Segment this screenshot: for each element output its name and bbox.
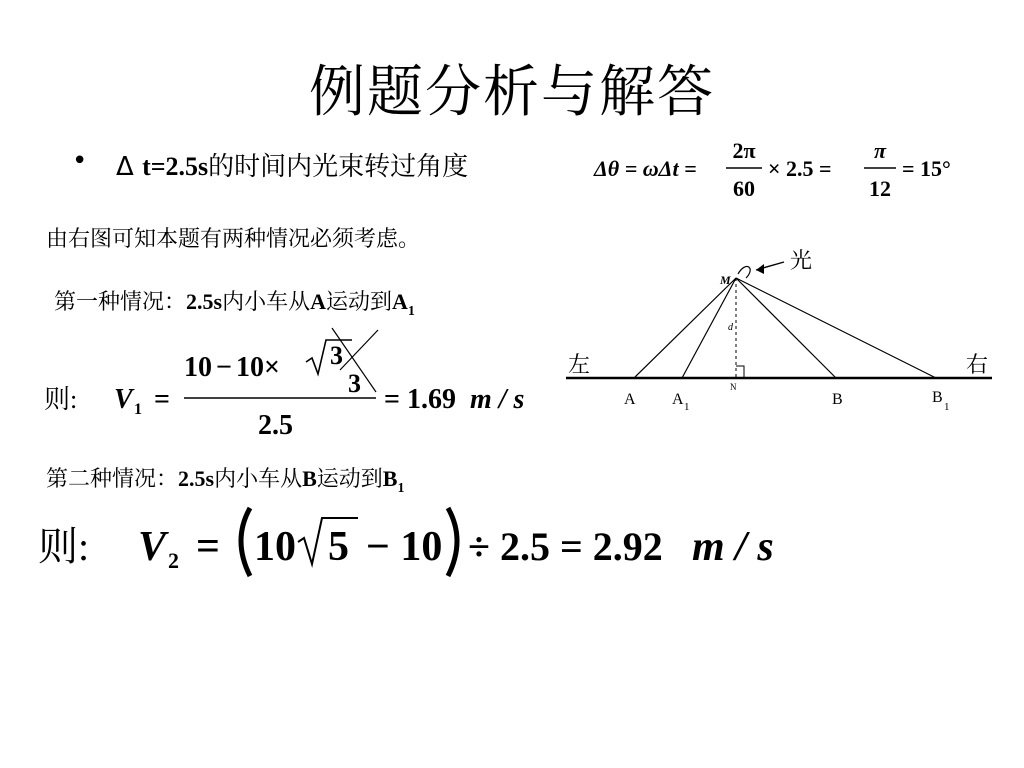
bullet-text [116, 146, 468, 183]
eq2-equals: = [196, 524, 220, 570]
eq1-den-inner: 3 [348, 369, 361, 398]
frac1-denominator: 60 [733, 176, 755, 201]
left-label: 左 [568, 352, 591, 377]
point-B1-sub: 1 [944, 401, 950, 413]
velocity1-equation [40, 326, 560, 450]
case2-from: B [302, 466, 317, 491]
eq2-var-sub: 2 [168, 548, 179, 573]
angle-eq-lhs: Δθ = ωΔt = [594, 156, 697, 181]
rotation-arrow-icon [738, 266, 750, 278]
beam-to-A [634, 278, 736, 378]
case1-mid2: 运动到 [325, 290, 392, 315]
point-A1-sub: 1 [684, 401, 690, 413]
right-label: 右 [966, 352, 989, 377]
beam-to-B1 [736, 278, 936, 378]
beam-to-B [736, 278, 836, 378]
eq1-equals: = [154, 384, 170, 415]
case2-mid2: 运动到 [316, 467, 383, 492]
eq1-den: 2.5 [258, 410, 293, 441]
delta-symbol: Δ [116, 152, 134, 182]
bullet-bold: t=2.5s [142, 152, 209, 181]
case2-text [46, 462, 404, 497]
point-A-label: A [624, 391, 636, 408]
eq2-var: V [138, 524, 167, 570]
frac2-numerator: π [873, 138, 887, 163]
angle-equation [590, 134, 990, 206]
frac1-numerator: 2π [732, 138, 756, 163]
left-paren-icon [241, 508, 250, 576]
eq1-num-a: 10 [184, 352, 212, 383]
point-M-label: M [720, 273, 731, 287]
right-paren-icon [448, 508, 457, 576]
eq2-unit: m / s [692, 524, 774, 570]
case2-prefix: 第二种情况： [46, 467, 179, 492]
case1-time: 2.5s [186, 289, 223, 314]
angle-eq-times: × 2.5 = [768, 156, 832, 181]
frac2-denominator: 12 [869, 176, 891, 201]
note-text: 由右图可知本题有两种情况必须考虑。 [46, 227, 421, 252]
slash-line [340, 330, 378, 370]
eq1-sqrt-arg: 3 [330, 341, 343, 370]
eq1-unit: m / s [470, 384, 525, 415]
eq2-sqrt-arg: 5 [328, 524, 349, 570]
case1-mid: 内小车从 [222, 290, 311, 315]
eq2-lead: 则: [38, 524, 90, 569]
case1-prefix: 第一种情况： [54, 290, 187, 315]
slide-title: 例题分析与解答 [309, 60, 715, 125]
case2-to: B [382, 466, 398, 491]
height-label: d [728, 322, 733, 333]
case1-from: A [310, 289, 326, 314]
eq1-var: V [114, 384, 133, 415]
eq1-var-sub: 1 [134, 401, 142, 418]
right-angle-mark [736, 366, 744, 378]
eq2-a: 10 [254, 524, 296, 570]
eq1-result: = 1.69 [384, 384, 456, 415]
angle-eq-result: = 15° [902, 156, 951, 181]
eq1-minus: − [216, 352, 232, 383]
eq1-lead: 则: [44, 385, 78, 414]
case1-to-sub: 1 [407, 304, 415, 319]
light-label: 光 [790, 248, 813, 273]
point-B1-label: B [932, 389, 943, 406]
sqrt-sign-icon [306, 340, 352, 374]
eq2-b: − 10 [366, 524, 443, 570]
case2-time: 2.5s [178, 466, 215, 491]
case1-to: A [392, 289, 408, 314]
bullet-icon: • [72, 146, 88, 176]
case2-mid: 内小车从 [214, 467, 303, 492]
eq2-rest: ÷ 2.5 = 2.92 [468, 524, 663, 569]
eq1-num-b: 10× [236, 352, 280, 383]
point-B-label: B [832, 391, 843, 408]
foot-label: N [730, 382, 737, 392]
bullet-rest: 的时间内光束转过角度 [208, 152, 469, 182]
velocity2-equation [36, 500, 816, 592]
geometry-diagram [560, 238, 1000, 424]
point-A1-label: A [672, 391, 684, 408]
case2-to-sub: 1 [397, 481, 405, 496]
case1-text [54, 285, 415, 320]
